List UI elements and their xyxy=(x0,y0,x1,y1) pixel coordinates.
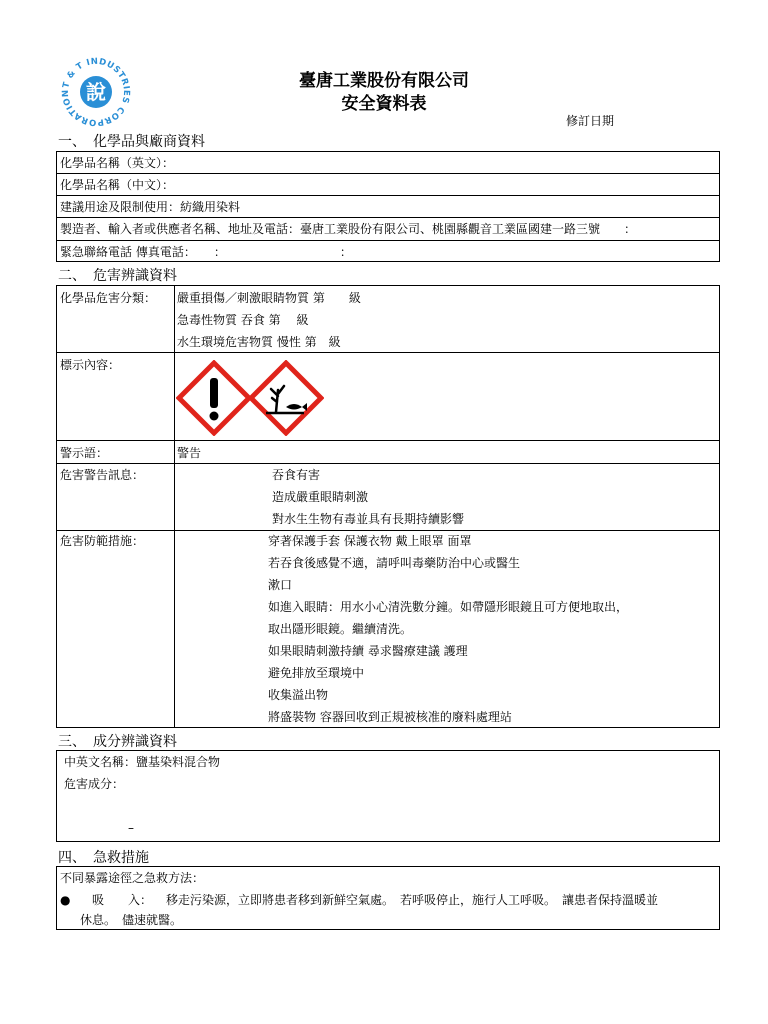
exclamation-mark-icon xyxy=(176,360,252,436)
first-aid-intro: 不同暴露途徑之急救方法： xyxy=(60,871,205,885)
logo-ring-text: T & T INDUSTRIES CORPORATION xyxy=(60,56,132,128)
composition-name: 中英文名稱：鹽基染料混合物 xyxy=(64,755,221,769)
precaution-2: 若吞食後感覺不適，請呼叫毒藥防治中心或醫生 xyxy=(268,556,521,570)
classification-label: 化學品危害分類： xyxy=(60,291,157,305)
environment-icon xyxy=(248,360,324,436)
company-logo xyxy=(58,54,134,130)
recommended-use: 建議用途及限制使用：紡織用染料 xyxy=(60,200,241,214)
signal-word: 警告 xyxy=(177,446,202,460)
hazard-statement-2: 造成嚴重眼睛刺激 xyxy=(272,490,369,504)
precaution-4: 如進入眼睛：用水小心清洗數分鐘。如帶隱形眼鏡且可方便地取出， xyxy=(268,600,629,614)
section1-title: 一、 化學品與廠商資料 xyxy=(58,134,205,150)
precaution-6: 如果眼睛刺激持續 尋求醫療建議 護理 xyxy=(268,644,468,658)
signal-word-label: 警示語： xyxy=(60,446,109,460)
hazard-statements-label: 危害警告訊息： xyxy=(60,468,145,482)
classification-1: 嚴重損傷／刺激眼睛物質 第 級 xyxy=(177,291,361,305)
section2-title: 二、 危害辨識資料 xyxy=(58,268,177,284)
revision-date-label: 修訂日期 xyxy=(566,114,615,128)
hazard-components-label: 危害成分： xyxy=(64,777,125,791)
classification-2: 急毒性物質 吞食 第 級 xyxy=(177,313,309,327)
hazard-statement-1: 吞食有害 xyxy=(272,468,321,482)
hazard-statement-3: 對水生生物有毒並具有長期持續影響 xyxy=(272,512,465,526)
inhalation-text: 移走污染源，立即將患者移到新鮮空氣處。 若呼吸停止，施行人工呼吸。 讓患者保持溫暖並 xyxy=(166,893,659,907)
product-name-en: 化學品名稱（英文）： xyxy=(60,156,175,170)
label-content-label: 標示內容： xyxy=(60,358,121,372)
company-name: 臺唐工業股份有限公司 xyxy=(299,71,469,91)
section3-title: 三、 成分辨識資料 xyxy=(58,734,177,750)
precaution-1: 穿著保護手套 保護衣物 戴上眼罩 面罩 xyxy=(268,534,472,548)
precaution-7: 避免排放至環境中 xyxy=(268,666,365,680)
product-name-zh: 化學品名稱（中文）： xyxy=(60,178,175,192)
precaution-3: 漱口 xyxy=(268,578,293,592)
section4-title: 四、 急救措施 xyxy=(58,850,149,866)
manufacturer-info: 製造者、輸入者或供應者名稱、地址及電話：臺唐工業股份有限公司、桃園縣觀音工業區國建一路三號 ： xyxy=(60,222,637,236)
inhalation-label: 吸 入： xyxy=(92,893,153,907)
logo-char: 說 xyxy=(86,80,106,104)
inhalation-text-cont: 休息。 儘速就醫。 xyxy=(80,913,183,927)
precaution-5: 取出隱形眼鏡。繼續清洗。 xyxy=(268,622,413,636)
document-title: 安全資料表 xyxy=(341,94,427,114)
classification-3: 水生環境危害物質 慢性 第 級 xyxy=(177,335,341,349)
bullet-icon: ● xyxy=(60,893,71,907)
precaution-8: 收集溢出物 xyxy=(268,688,329,702)
emergency-phone: 緊急聯絡電話 傳真電話： ： ： xyxy=(60,245,352,259)
component-dash: – xyxy=(128,821,134,835)
precaution-9: 將盛裝物 容器回收到正規被核准的廢料處理站 xyxy=(268,710,512,724)
precautions-label: 危害防範措施： xyxy=(60,534,145,548)
